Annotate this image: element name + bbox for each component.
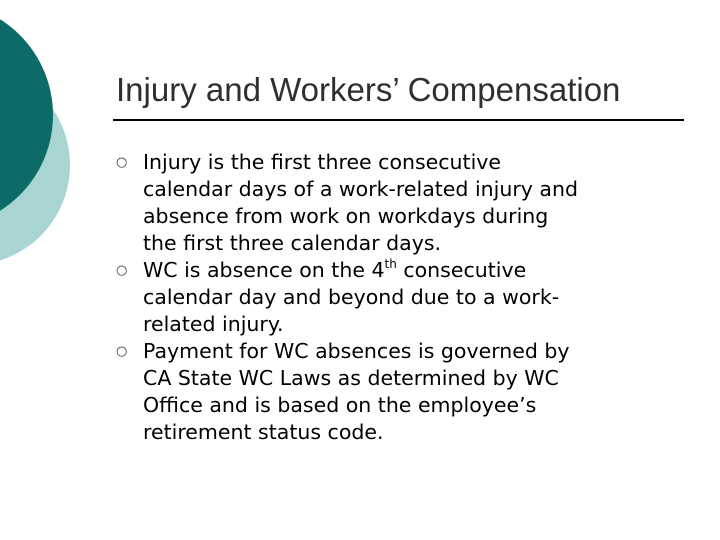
- bullet-item-payment: [116, 338, 711, 446]
- bullet-text-line: Payment for WC absences is governed by: [143, 339, 570, 363]
- bullet-text-line: [143, 257, 711, 284]
- bullet-text-line: related injury.: [143, 312, 284, 336]
- bullet-circle-icon: ○: [116, 263, 128, 278]
- ordinal-suffix: th: [384, 257, 397, 271]
- bullet-text-line: Office and is based on the employee’s: [143, 393, 537, 417]
- bullet-text-segment: consecutive: [396, 258, 527, 282]
- bullet-text-line: calendar day and beyond due to a work-: [143, 285, 560, 309]
- bullet-text-line: retirement status code.: [143, 420, 384, 444]
- bullet-text-line: Injury is the first three consecutive: [143, 150, 502, 174]
- title-divider: [113, 119, 684, 121]
- bullet-text-line: the first three calendar days.: [143, 231, 442, 255]
- decorative-circles-graphic: [0, 0, 110, 300]
- bullet-circle-icon: ○: [116, 344, 128, 359]
- bullet-item-wc-absence: [116, 257, 711, 338]
- bullet-text-line: calendar days of a work-related injury and: [143, 177, 578, 201]
- bullet-text-line: absence from work on workdays during: [143, 204, 549, 228]
- slide-title: Injury and Workers’ Compensation: [116, 71, 621, 108]
- bullet-circle-icon: ○: [116, 155, 128, 170]
- bullet-text-segment: WC is absence on the 4: [143, 258, 385, 282]
- bullet-item-injury: [116, 149, 711, 257]
- bullet-list: [116, 149, 716, 446]
- bullet-text-line: CA State WC Laws as determined by WC: [143, 366, 559, 390]
